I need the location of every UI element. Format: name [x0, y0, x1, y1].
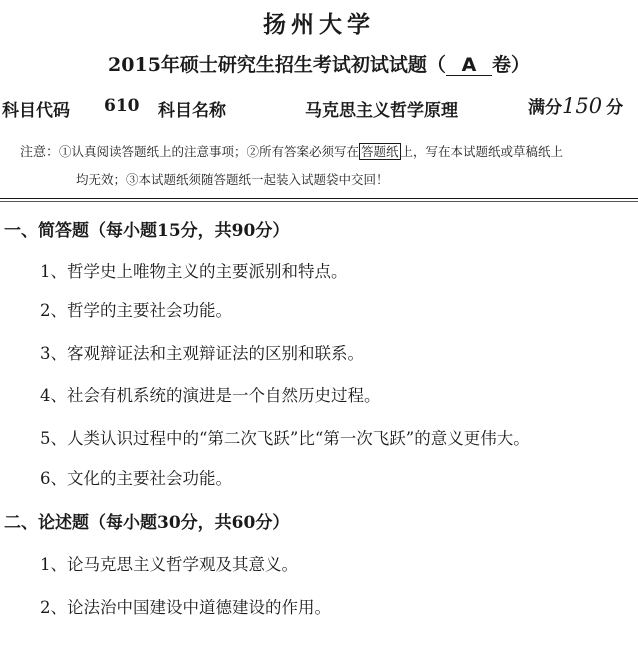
score-label: 满分	[528, 98, 562, 118]
score-value: 150	[562, 94, 603, 118]
notice-line2: 均无效；③本试题纸须随答题纸一起装入试题袋中交回！	[76, 172, 389, 187]
question-item: 1、论马克思主义哲学观及其意义。	[40, 555, 298, 574]
question-item: 1、哲学史上唯物主义的主要派别和特点。	[40, 262, 348, 281]
notice-part2: 上，写在本试题纸或草稿纸上	[400, 144, 564, 159]
question-item: 4、社会有机系统的演进是一个自然历史过程。	[40, 386, 381, 405]
exam-notice	[20, 138, 632, 193]
section-heading-essay: 二、论述题（每小题30分，共60分）	[4, 513, 290, 533]
section-heading-short-answer: 一、简答题（每小题15分，共90分）	[4, 221, 290, 241]
subject-code-value: 610	[104, 96, 140, 116]
university-name: 扬州大学	[263, 11, 375, 38]
subject-code-label: 科目代码	[2, 101, 70, 121]
question-item: 5、人类认识过程中的“第二次飞跃”比“第一次飞跃”的意义更伟大。	[40, 429, 530, 448]
subject-name-label: 科目名称	[158, 101, 226, 121]
notice-part1: ①认真阅读答题纸上的注意事项；②所有答案必须写在	[59, 144, 360, 159]
exam-title-suffix: 卷）	[491, 54, 530, 76]
notice-label: 注意：	[20, 145, 60, 160]
score-unit: 分	[606, 98, 624, 118]
subject-name-value: 马克思主义哲学原理	[305, 101, 458, 121]
question-item: 6、文化的主要社会功能。	[40, 469, 232, 488]
divider-line	[0, 198, 638, 199]
exam-title	[0, 50, 638, 77]
question-item: 3、客观辩证法和主观辩证法的区别和联系。	[40, 344, 364, 363]
notice-boxed-term: 答题纸	[361, 144, 399, 159]
exam-title-prefix: 2015年硕士研究生招生考试初试试题（	[108, 54, 446, 76]
question-item: 2、哲学的主要社会功能。	[40, 301, 232, 320]
divider-line-thin	[0, 201, 638, 202]
question-item: 2、论法治中国建设中道德建设的作用。	[40, 598, 331, 617]
total-score	[528, 93, 623, 118]
exam-variant: A	[446, 55, 492, 76]
